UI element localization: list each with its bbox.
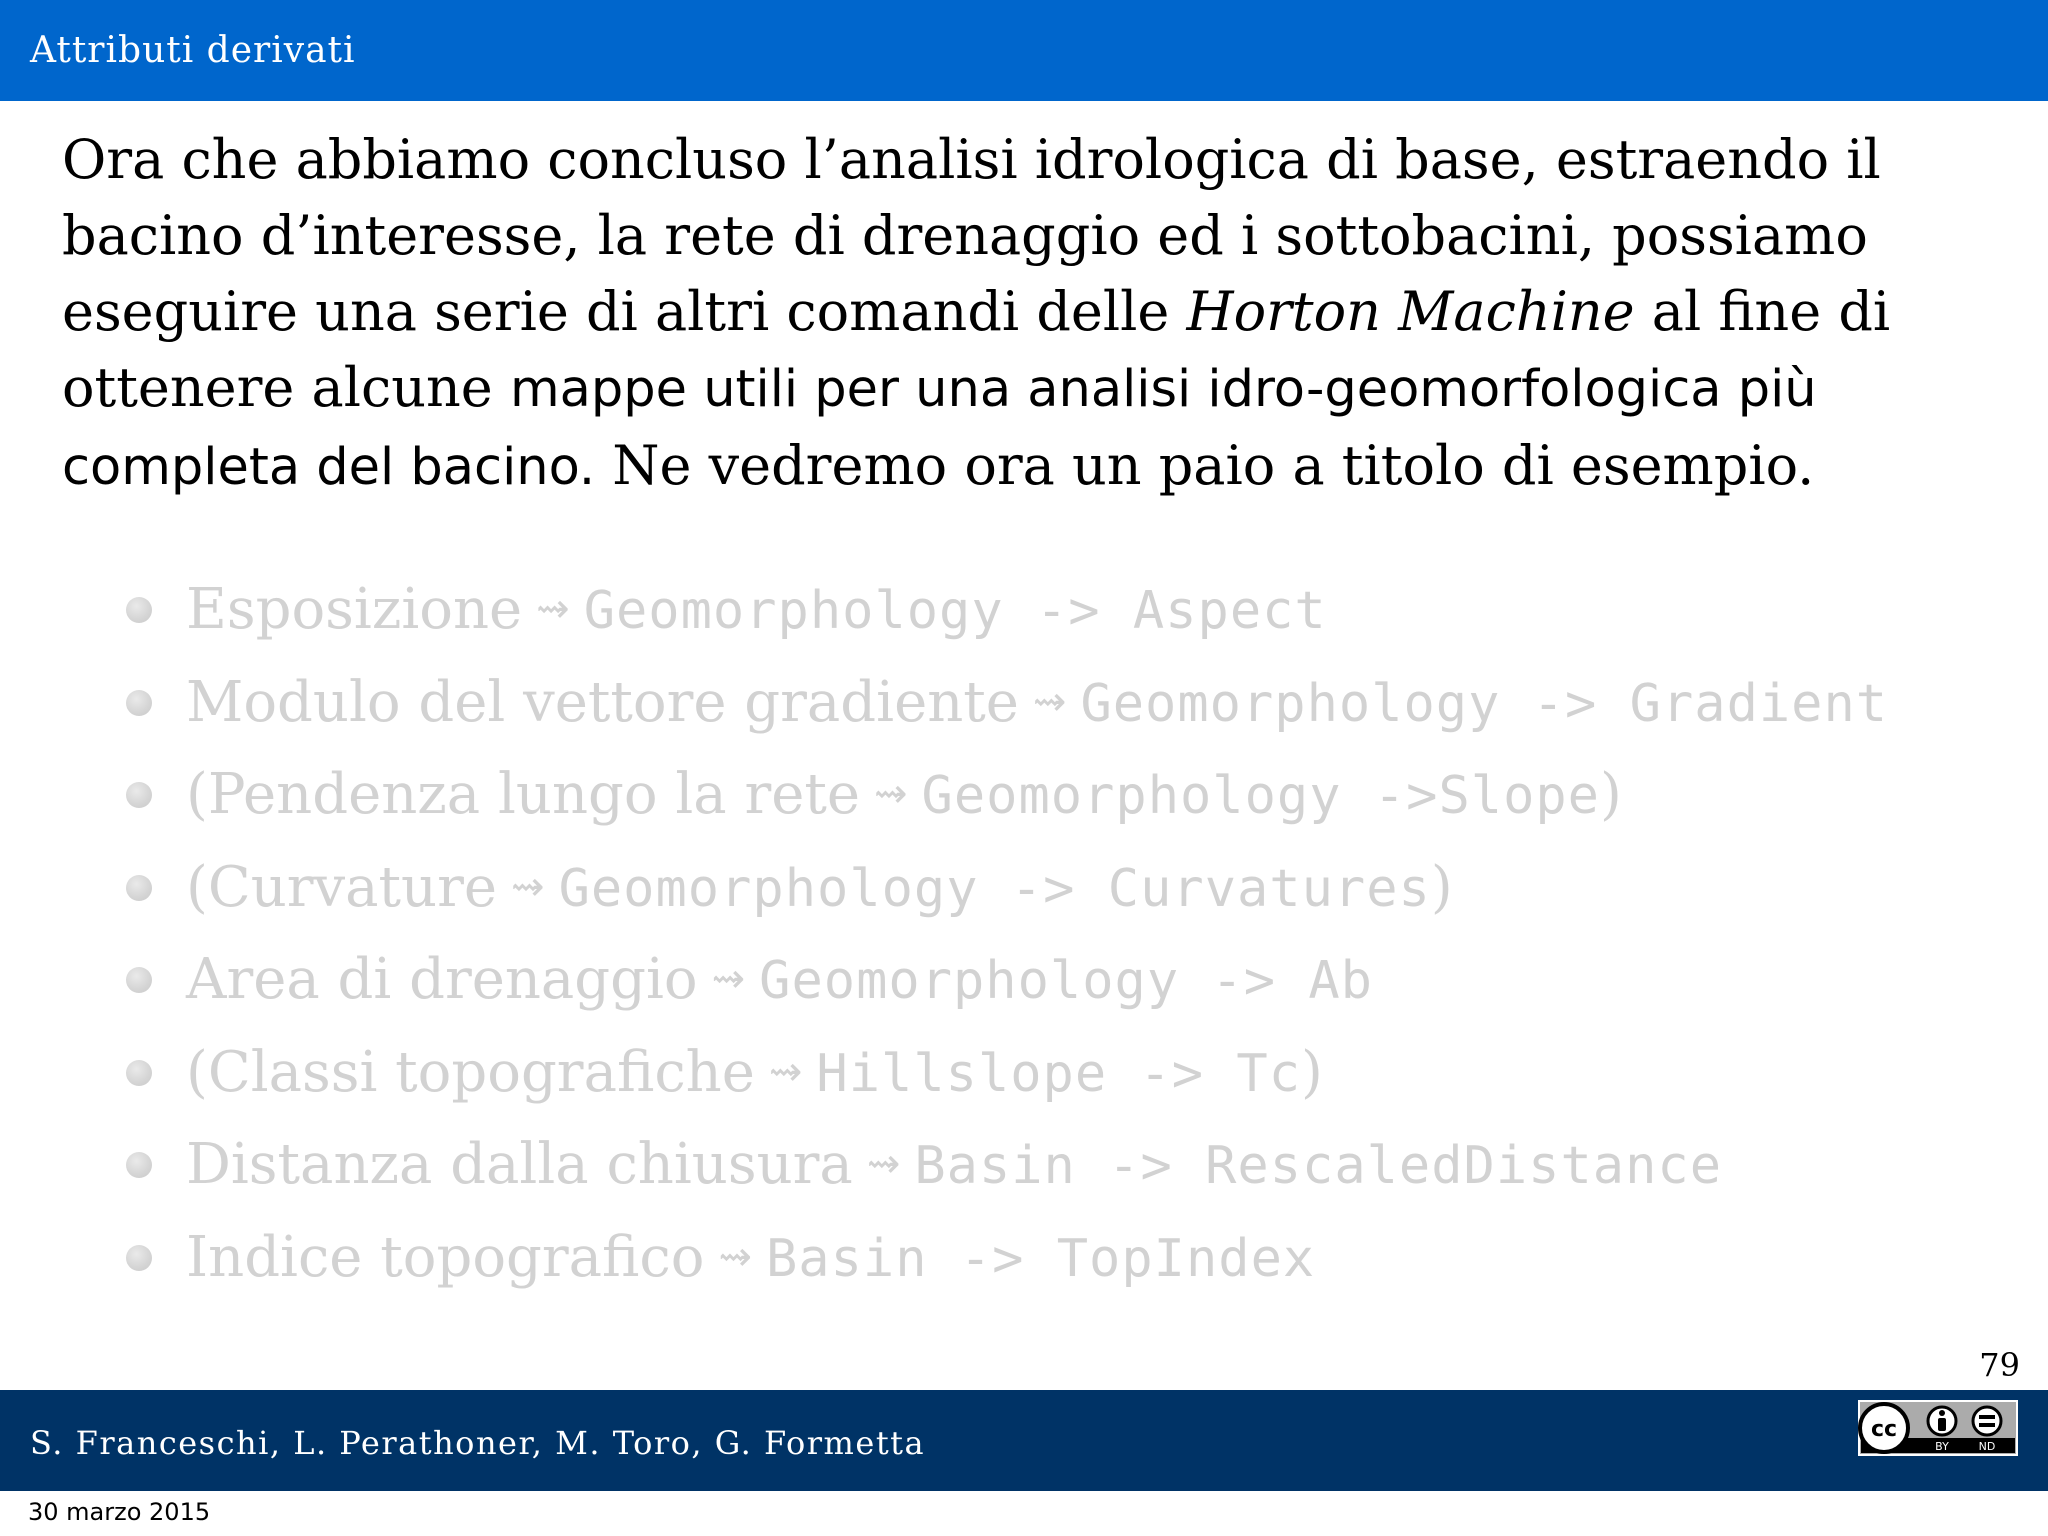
squiggle-arrow-icon: ⇝ xyxy=(711,956,746,1002)
list-item xyxy=(120,1125,1888,1218)
squiggle-arrow-icon: ⇝ xyxy=(536,586,570,632)
intro-line-5 xyxy=(62,428,1962,506)
page-number: 79 xyxy=(1979,1346,2020,1384)
item-label: (Classi topografiche xyxy=(186,1039,755,1105)
item-command: Geomorphology ->Slope xyxy=(921,766,1600,826)
intro-paragraph xyxy=(62,122,1962,506)
intro-line-4-sans: mappe utili per una analisi idro-geomorfologica più xyxy=(509,360,1817,419)
item-command: Geomorphology -> Gradient xyxy=(1080,673,1889,734)
intro-line-5-plain: Ne vedremo ora un paio a titolo di esempio. xyxy=(595,434,1815,497)
intro-line-3 xyxy=(62,274,1962,350)
intro-line-2: bacino d’interesse, la rete di drenaggio ed i sottobacini, possiamo xyxy=(62,204,1868,267)
slide-footer xyxy=(0,1390,2048,1491)
item-suffix: ) xyxy=(1600,762,1622,827)
footer-authors: S. Franceschi, L. Perathoner, M. Toro, G. Formetta xyxy=(30,1424,926,1462)
item-label: (Curvature xyxy=(186,854,498,920)
intro-line-3-before: eseguire una serie di altri comandi delle xyxy=(62,280,1187,343)
squiggle-arrow-icon: ⇝ xyxy=(874,771,908,817)
item-label: Area di drenaggio xyxy=(186,947,698,1012)
item-command: Geomorphology -> Aspect xyxy=(583,581,1327,641)
item-label: Indice topografico xyxy=(186,1224,705,1290)
derived-attributes-list xyxy=(120,570,1888,1310)
cc-by-nd-icon xyxy=(1858,1400,2018,1456)
list-item xyxy=(120,570,1888,663)
item-command: Hillslope -> Tc xyxy=(816,1043,1302,1104)
bullet-icon xyxy=(126,597,152,623)
item-suffix: ) xyxy=(1430,854,1453,920)
intro-line-1: Ora che abbiamo concluso l’analisi idrologica di base, estraendo il xyxy=(62,128,1881,191)
squiggle-arrow-icon: ⇝ xyxy=(768,1048,803,1095)
bullet-icon xyxy=(126,1152,152,1178)
nd-label: ND xyxy=(1978,1440,1996,1453)
squiggle-arrow-icon: ⇝ xyxy=(1032,678,1067,725)
intro-line-3-after: al fine di xyxy=(1634,280,1891,343)
list-item xyxy=(120,1033,1888,1126)
item-command: Geomorphology -> Curvatures xyxy=(558,858,1431,919)
bullet-icon xyxy=(126,1060,152,1086)
item-label: Distanza dalla chiusura xyxy=(186,1132,853,1197)
item-label: Modulo del vettore gradiente xyxy=(186,669,1019,735)
bullet-icon xyxy=(126,1245,152,1271)
item-suffix: ) xyxy=(1301,1039,1323,1105)
cc-label: cc xyxy=(1870,1417,1898,1442)
bullet-icon xyxy=(126,967,152,993)
item-label: (Pendenza lungo la rete xyxy=(186,762,861,827)
intro-line-5-sans: completa del bacino. xyxy=(62,438,596,497)
bullet-icon xyxy=(126,782,152,808)
item-command: Basin -> TopIndex xyxy=(765,1228,1316,1289)
list-item xyxy=(120,755,1888,848)
item-label: Esposizione xyxy=(186,577,523,642)
item-command: Geomorphology -> Ab xyxy=(759,951,1373,1011)
slide-header xyxy=(0,0,2048,101)
footer-date: 30 marzo 2015 xyxy=(28,1498,211,1526)
item-command: Basin -> RescaledDistance xyxy=(914,1136,1722,1196)
intro-line-4 xyxy=(62,350,1962,428)
list-item xyxy=(120,940,1888,1033)
list-item xyxy=(120,663,1888,756)
bullet-icon xyxy=(126,690,152,716)
list-item xyxy=(120,1218,1888,1311)
squiggle-arrow-icon: ⇝ xyxy=(718,1233,752,1280)
squiggle-arrow-icon: ⇝ xyxy=(866,1141,901,1187)
bullet-icon xyxy=(126,875,152,901)
squiggle-arrow-icon: ⇝ xyxy=(511,863,545,910)
intro-line-4-plain: ottenere alcune xyxy=(62,356,510,419)
slide-title: Attributi derivati xyxy=(30,30,356,71)
list-item xyxy=(120,848,1888,941)
by-label: BY xyxy=(1935,1440,1949,1453)
horton-machine-emphasis: Horton Machine xyxy=(1186,280,1635,343)
